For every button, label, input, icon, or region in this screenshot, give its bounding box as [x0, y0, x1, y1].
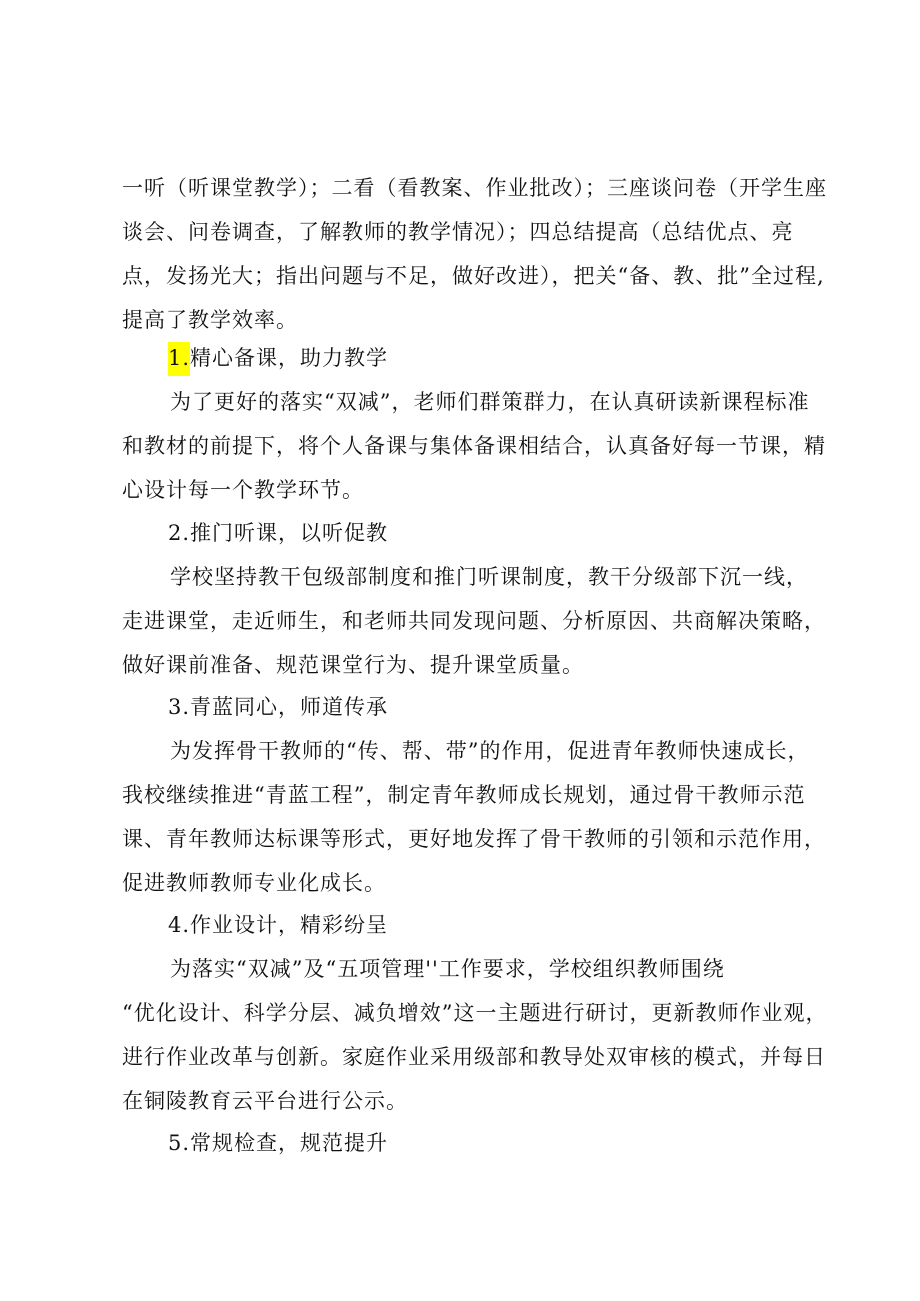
- section-2-number: 2: [168, 521, 183, 545]
- section-3-title: .青蓝同心，师道传承: [182, 695, 389, 719]
- section-3-number: 3: [168, 695, 183, 719]
- section-2-body: 学校坚持教干包级部制度和推门听课制度，教干分级部下沉一线，走进课堂，走近师生，和老师共同发现问题、分析原因、共商解决策略，做好课前准备、规范课堂行为、提升课堂质量。: [122, 565, 826, 677]
- section-3-body: 为发挥骨干教师的“传、帮、带”的作用，促进青年教师快速成长，我校继续推进“青蓝工程”，制定青年教师成长规划，通过骨干教师示范课、青年教师达标课等形式，更好地发挥了骨干教师的引领和示范作用，促进教师教师专业化成长。: [122, 739, 826, 895]
- section-5-number: 5: [168, 1131, 183, 1155]
- section-4-title: .作业设计，精彩纷呈: [182, 913, 389, 937]
- section-3-heading: [168, 685, 388, 729]
- section-1-number: 1.: [168, 342, 190, 376]
- section-5-title: .常规检查，规范提升: [182, 1131, 389, 1155]
- section-2-title: .推门听课，以听促教: [182, 521, 389, 545]
- section-1-body: 为了更好的落实“双减”，老师们群策群力，在认真研读新课程标准和教材的前提下，将个人备课与集体备课相结合，认真备好每一节课，精心设计每一个教学环节。: [122, 390, 826, 502]
- section-4-number: 4: [168, 913, 183, 937]
- section-4-body-rest: “优化设计、科学分层、减负增效”这一主题进行研讨，更新教师作业观，进行作业改革与创新。家庭作业采用级部和教导处双审核的模式，并每日在铜陵教育云平台进行公示。: [122, 1001, 828, 1113]
- section-1-heading: [168, 336, 388, 380]
- section-5-heading: [168, 1121, 388, 1165]
- section-4-body-line1: 为落实“双减”及“五项管理''工作要求，学校组织教师围绕: [170, 957, 725, 981]
- section-2-heading: [168, 511, 388, 555]
- section-4-heading: [168, 903, 388, 947]
- section-1-title: 精心备课，助力教学: [190, 346, 389, 370]
- intro-paragraph: 一听（听课堂教学）；二看（看教案、作业批改）；三座谈问卷（开学生座谈会、问卷调查，了解教师的教学情况）；四总结提高（总结优点、亮点，发扬光大；指出问题与不足，做好改进），把关“备、教、批”全过程,提高了教学效率。: [122, 176, 827, 332]
